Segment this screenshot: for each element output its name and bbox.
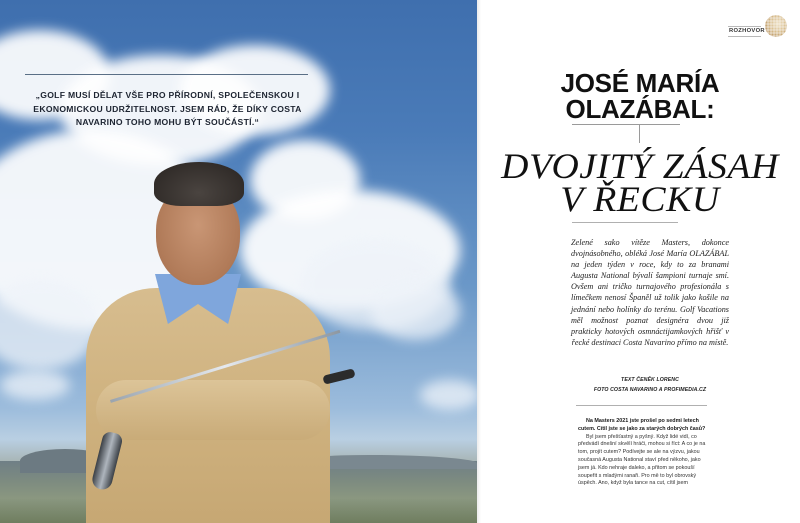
- quote-rule: [25, 74, 308, 75]
- text-credit: TEXT ČENĚK LORENC: [621, 377, 679, 383]
- section-label: ROZHOVOR: [729, 28, 765, 34]
- spine-shadow: [477, 0, 481, 523]
- cloud: [0, 370, 70, 400]
- cloud: [370, 280, 460, 340]
- interviewee-name: JOSÉ MARÍA OLAZÁBAL:: [560, 68, 720, 124]
- golf-ball-icon: [765, 15, 787, 37]
- photo-credit: FOTO COSTA NAVARINO A PROFIMEDIA.CZ: [593, 387, 707, 393]
- headline-divider: [572, 222, 678, 223]
- title-divider-tick: [639, 124, 640, 143]
- pull-quote: „GOLF MUSÍ DĚLAT VŠE PRO PŘÍRODNÍ, SPOLEČENSKOU I EKONOMICKOU UDRŽITELNOST. JSEM RÁD, ŽE DÍKY COSTA NAVARINO TOHO MOHU BÝT SOUČÁSTÍ.“: [33, 90, 302, 127]
- title-divider: [572, 124, 680, 125]
- person-hair: [154, 162, 244, 206]
- interview-answer: Byl jsem přešťastný a pyšný. Když lidé vidí, co předvádí dnešní skvělí hráči, mohou si říct: A co je na tom, projít cutem? Podívejte se ale na výzvu, jakou současná Augusta National staví před někoho, jako jsem já. Kdo nehraje daleko, a přitom se pokouší soupeřit s mladými ranaři. Pro mě to byl obrovský úspěch. Ano, když byla tance na cut, cítil jsem: [578, 433, 706, 487]
- interview-body: [578, 418, 708, 488]
- interview-question: Na Masters 2021 jste prošel po sedmi letech cutem. Cítil jste se jako za starých dobrých časů?: [578, 418, 706, 432]
- lead-divider: [576, 405, 707, 406]
- section-rule: [728, 36, 761, 37]
- person-crossed-arms: [96, 380, 330, 440]
- cloud: [420, 380, 477, 410]
- headline: DVOJITÝ ZÁSAH V ŘECKU: [501, 146, 779, 219]
- section-rule: [728, 26, 761, 27]
- lead-paragraph: Zelené sako vítěze Masters, dokonce dvojnásobného, obléká José María OLAZÁBAL na jeden týden v roce, kdy to za branami Augusta National bývalí šampioni turnaje smí. Ovšem ani tričko turnajového profesionála s límečkem nenosí Španěl už tolik jako košile na jednání nebo holínky do terénu. Golf Vacations měl možnost poznat designéra dvou již prakticky hotových osmnáctijamkových hřišť v řecké destinaci Costa Navarino přímo na místě.: [571, 238, 729, 347]
